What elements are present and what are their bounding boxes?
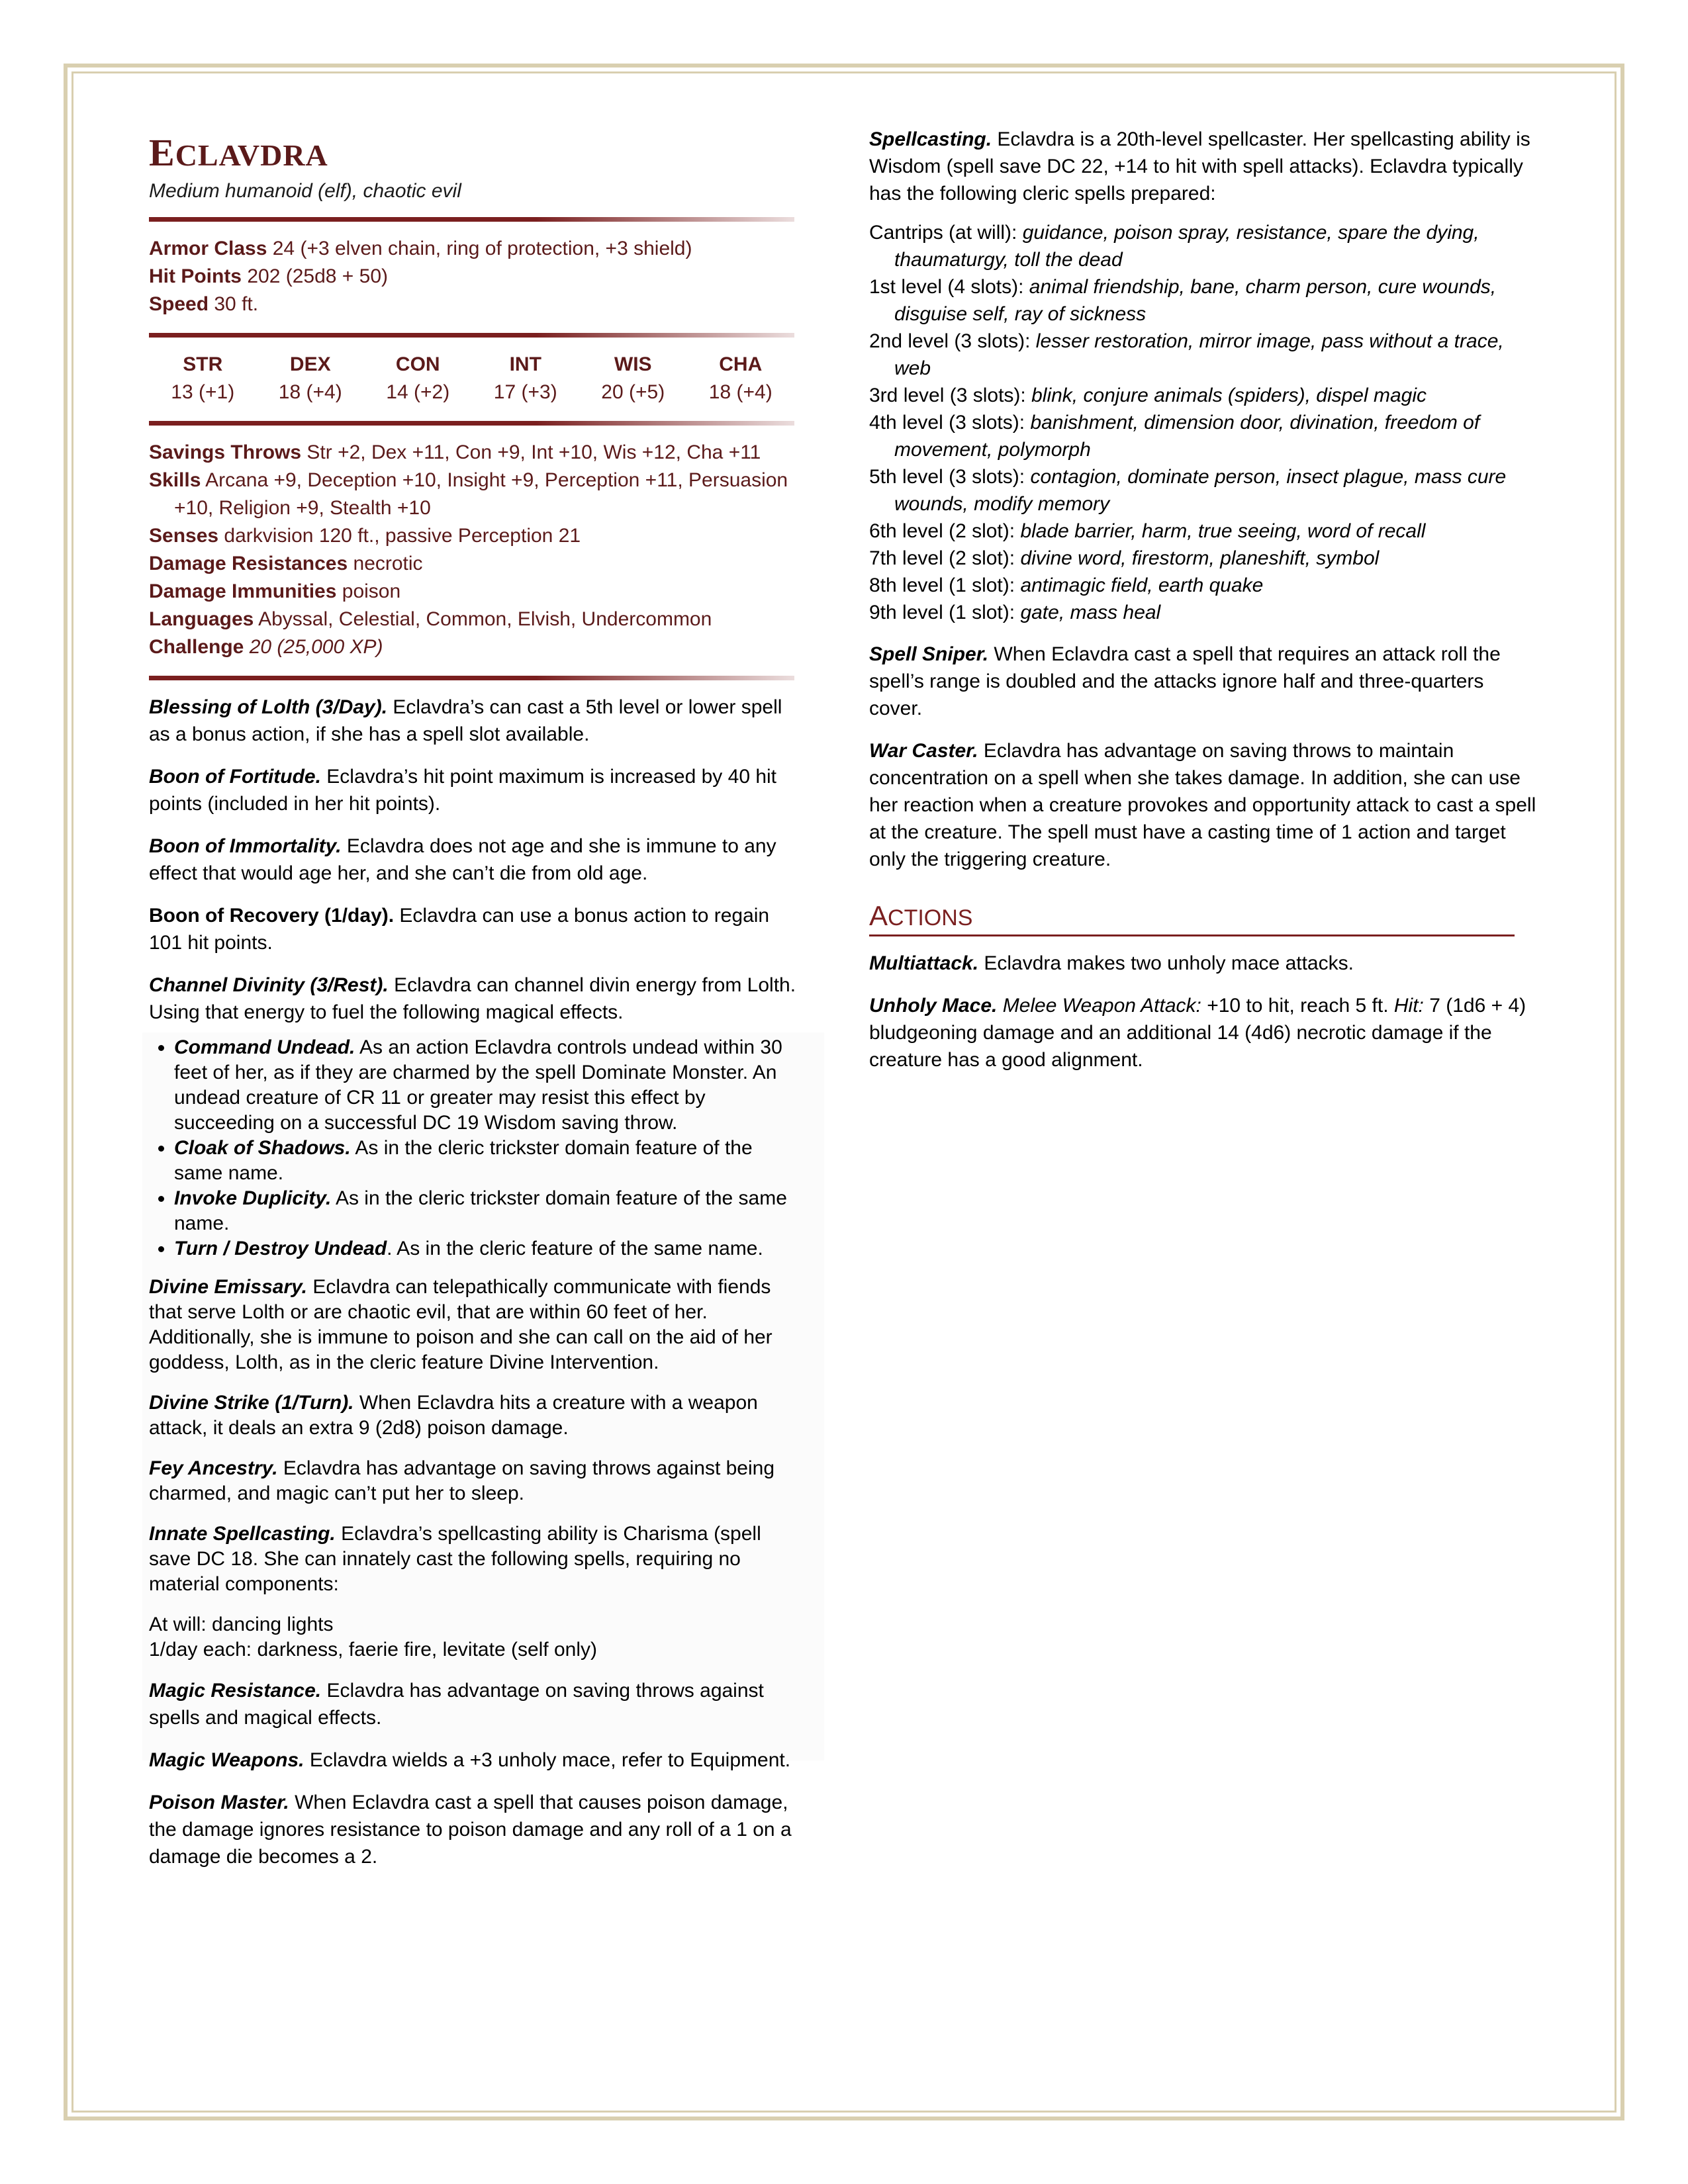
trait-magic-weapons: Magic Weapons. Eclavdra wields a +3 unholy mace, refer to Equipment.: [149, 1749, 791, 1771]
saving-throws: Savings Throws Str +2, Dex +11, Con +9, Int +10, Wis +12, Cha +11: [149, 441, 761, 463]
ability-dex: DEX 18 (+4): [278, 353, 342, 403]
divider: [149, 421, 794, 426]
ability-wis: WIS 20 (+5): [601, 353, 665, 403]
divider: [149, 676, 794, 680]
spell-list: [869, 219, 1538, 626]
right-column: [869, 126, 1538, 1089]
spell-level-row: 4th level (3 slots): banishment, dimension door, divination, freedom of movement, polymorph: [869, 412, 1480, 461]
trait-fey-ancestry: Fey Ancestry. Eclavdra has advantage on saving throws against being charmed, and magic can’t put her to sleep.: [149, 1457, 775, 1504]
trait-boon-of-fortitude: Boon of Fortitude. Eclavdra’s hit point maximum is increased by 40 hit points (included in her hit points).: [149, 766, 777, 815]
list-item: • Turn / Destroy Undead. As in the cleric feature of the same name.: [174, 1236, 804, 1261]
trait-spell-sniper: Spell Sniper. When Eclavdra cast a spell that requires an attack roll the spell’s range is doubled and the attacks ignore half and three-quarters cover.: [869, 643, 1501, 719]
trait-magic-resistance: Magic Resistance. Eclavdra has advantage on saving throws against spells and magical effects.: [149, 1680, 764, 1729]
divider: [149, 217, 794, 222]
damage-immunities: Damage Immunities poison: [149, 580, 401, 602]
trait-channel-divinity: Channel Divinity (3/Rest). Eclavdra can channel divin energy from Lolth. Using that energy to fuel the following magical effects.: [149, 974, 796, 1023]
skills: Skills Arcana +9, Deception +10, Insight +9, Perception +11, Persuasion +10, Religion +9, Stealth +10: [149, 469, 788, 519]
damage-resistances: Damage Resistances necrotic: [149, 553, 423, 574]
monster-subtitle: Medium humanoid (elf), chaotic evil: [149, 180, 461, 202]
list-item: • Cloak of Shadows. As in the cleric trickster domain feature of the same name.: [174, 1136, 804, 1186]
ability-cha: CHA 18 (+4): [708, 353, 773, 403]
innate-spell-list: [149, 1612, 804, 1662]
trait-poison-master: Poison Master. When Eclavdra cast a spell that causes poison damage, the damage ignores resistance to poison damage and any roll of a 1 on a damage die becomes a 2.: [149, 1792, 792, 1868]
languages: Languages Abyssal, Celestial, Common, Elvish, Undercommon: [149, 608, 712, 630]
trait-divine-emissary: Divine Emissary. Eclavdra can telepathically communicate with fiends that serve Lolth or are chaotic evil, that are within 60 feet of her. Additionally, she is immune to poison and she can call on the aid of her goddess, Lolth, as in the cleric feature Divine Intervention.: [149, 1276, 773, 1373]
trait-boon-of-immortality: Boon of Immortality. Eclavdra does not age and she is immune to any effect that would age her, and she can’t die from old age.: [149, 835, 776, 884]
actions-heading: ACTIONS: [869, 899, 1515, 936]
armor-class: Armor Class 24 (+3 elven chain, ring of protection, +3 shield): [149, 238, 692, 259]
spell-level-row: 7th level (2 slot): divine word, firestorm, planeshift, symbol: [869, 547, 1380, 569]
spell-level-row: 5th level (3 slots): contagion, dominate person, insect plague, mass cure wounds, modify memory: [869, 466, 1507, 515]
trait-war-caster: War Caster. Eclavdra has advantage on saving throws to maintain concentration on a spell when she takes damage. In addition, she can use her reaction when a creature provokes and opportunity attack to cast a spell at the creature. The spell must have a casting time of 1 action and target only the triggering creature.: [869, 740, 1536, 870]
action-multiattack: Multiattack. Eclavdra makes two unholy mace attacks.: [869, 952, 1354, 974]
trait-blessing-of-lolth: Blessing of Lolth (3/Day). Eclavdra’s can cast a 5th level or lower spell as a bonus action, if she has a spell slot available.: [149, 696, 782, 745]
left-column: [149, 126, 804, 1886]
spell-level-row: 3rd level (3 slots): blink, conjure animals (spiders), dispel magic: [869, 385, 1427, 406]
trait-boon-of-recovery: Boon of Recovery (1/day). Eclavdra can use a bonus action to regain 101 hit points.: [149, 905, 770, 954]
list-item: • Invoke Duplicity. As in the cleric trickster domain feature of the same name.: [174, 1186, 804, 1236]
ability-int: INT 17 (+3): [493, 353, 557, 403]
action-unholy-mace: Unholy Mace. Melee Weapon Attack: +10 to hit, reach 5 ft. Hit: 7 (1d6 + 4) bludgeoning damage and an additional 14 (4d6) necrotic damage if the creature has a good alignment.: [869, 995, 1526, 1071]
monster-name: ECLAVDRA: [149, 131, 328, 174]
ability-str: STR 13 (+1): [171, 353, 235, 403]
list-item: 1/day each: darkness, faerie fire, levitate (self only): [149, 1639, 597, 1661]
spell-level-row: 9th level (1 slot): gate, mass heal: [869, 602, 1161, 623]
ability-scores: [149, 351, 794, 406]
spell-level-row: 8th level (1 slot): antimagic field, earth quake: [869, 574, 1264, 596]
challenge: Challenge 20 (25,000 XP): [149, 636, 383, 658]
divider: [149, 333, 794, 338]
spell-level-row: 2nd level (3 slots): lesser restoration, mirror image, pass without a trace, web: [869, 330, 1504, 379]
ability-con: CON 14 (+2): [386, 353, 450, 403]
spell-level-row: Cantrips (at will): guidance, poison spray, resistance, spare the dying, thaumaturgy, toll the dead: [869, 222, 1479, 271]
trait-innate-spellcasting: Innate Spellcasting. Eclavdra’s spellcasting ability is Charisma (spell save DC 18. She can innately cast the following spells, requiring no material components:: [149, 1523, 761, 1595]
spell-level-row: 1st level (4 slots): animal friendship, bane, charm person, cure wounds, disguise self, ray of sickness: [869, 276, 1497, 325]
list-item: • Command Undead. As an action Eclavdra controls undead within 30 feet of her, as if they are charmed by the spell Dominate Monster. An undead creature of CR 11 or greater may resist this effect by succeeding on a successful DC 19 Wisdom saving throw.: [174, 1035, 804, 1136]
spell-level-row: 6th level (2 slot): blade barrier, harm, true seeing, word of recall: [869, 520, 1426, 542]
list-item: At will: dancing lights: [149, 1614, 334, 1635]
hit-points: Hit Points 202 (25d8 + 50): [149, 265, 389, 287]
senses: Senses darkvision 120 ft., passive Perception 21: [149, 525, 581, 547]
trait-divine-strike: Divine Strike (1/Turn). When Eclavdra hits a creature with a weapon attack, it deals an extra 9 (2d8) poison damage.: [149, 1392, 758, 1439]
channel-divinity-list: [149, 1035, 804, 1261]
trait-spellcasting: Spellcasting. Eclavdra is a 20th-level spellcaster. Her spellcasting ability is Wisdom (spell save DC 22, +14 to hit with spell attacks). Eclavdra typically has the following cleric spells prepared:: [869, 128, 1530, 205]
speed: Speed 30 ft.: [149, 293, 259, 315]
